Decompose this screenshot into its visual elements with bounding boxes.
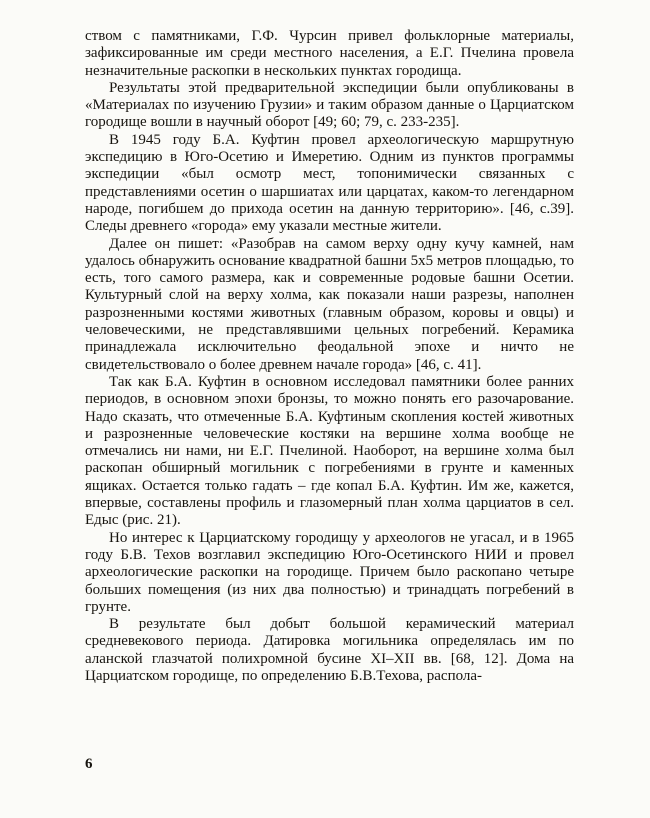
paragraph: Так как Б.А. Куфтин в основном исследовал памятники более ранних периодов, в основном эпохи бронзы, то можно понять его разочарование. Надо сказать, что отмеченные Б.А. Куфтиным скопления костей животных и разрозненные человеческие костяки на вершине холма вообще не отмечались ни нами, ни Е.Г. Пчелиной. Наоборот, на вершине холма был раскопан обширный могильник с погребениями в грунте и каменных ящиках. Остается только гадать – где копал Б.А. Куфтин. Им же, кажется, впервые, составлены профиль и глазомерный план холма царциатов в сел. Едыс (рис. 21). — [85, 373, 574, 529]
page-number: 6 — [85, 756, 93, 772]
paragraph: Далее он пишет: «Разобрав на самом верху одну кучу камней, нам удалось обнаружить основание квадратной башни 5х5 метров площадью, то есть, того самого размера, как и современные родовые башни Осетии. Культурный слой на верху холма, как показали наши разрезы, наполнен разрозненными костями животных (главным образом, коровы и овцы) и человеческими, не представлявшими цельных погребений. Керамика принадлежала исключительно феодальной эпохе и ничто не свидетельствовало о более древнем начале города» [46, с. 41]. — [85, 235, 574, 373]
text-block — [85, 28, 574, 685]
paragraph: В результате был добыт большой керамический материал средневекового периода. Датировка могильника определялась им по аланской глазчатой полихромной бусине XI–XII вв. [68, 12]. Дома на Царциатском городище, по определению Б.В.Техова, распола- — [85, 616, 574, 684]
paragraph: ством с памятниками, Г.Ф. Чурсин привел фольклорные материалы, зафиксированные им среди местного населения, а Е.Г. Пчелина провела незначительные раскопки в нескольких пунктах городища. — [85, 28, 574, 79]
paragraph: Результаты этой предварительной экспедиции были опубликованы в «Материалах по изучению Грузии» и таким образом данные о Царциатском городище вошли в научный оборот [49; 60; 79, с. 233-235]. — [85, 79, 574, 131]
paragraph: Но интерес к Царциатскому городищу у археологов не угасал, и в 1965 году Б.В. Техов возглавил экспедицию Юго-Осетинского НИИ и провел археологические раскопки на городище. Причем было раскопано четыре больших помещения (из них два полностью) и тринадцать погребений в грунте. — [85, 529, 574, 615]
paragraph: В 1945 году Б.А. Куфтин провел археологическую маршрутную экспедицию в Юго-Осетию и Имеретию. Одним из пунктов программы экспедиции «был осмотр мест, топонимически связанных с представлениями осетин о шаршиатах или царцатах, каком-то легендарном народе, погибшем до прихода осетин на данную территорию». [46, с.39]. Следы древнего «города» ему указали местные жители. — [85, 131, 574, 235]
